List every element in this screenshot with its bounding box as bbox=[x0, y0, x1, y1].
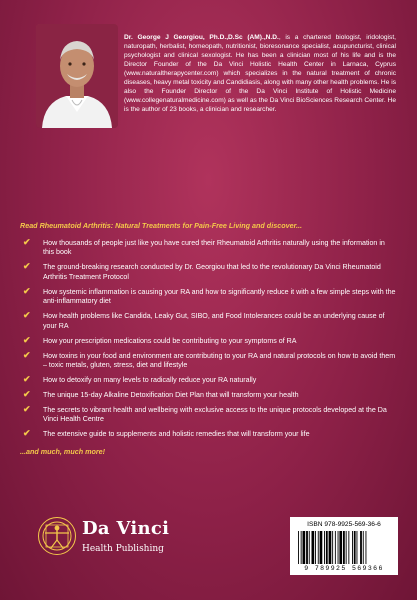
benefits-intro: Read Rheumatoid Arthritis: Natural Treatments for Pain-Free Living and discover... bbox=[20, 221, 302, 230]
publisher-name: Da Vinci bbox=[82, 518, 170, 539]
list-item: ✔ How to detoxify on many levels to radically reduce your RA naturally bbox=[23, 374, 257, 385]
list-item: ✔ The secrets to vibrant health and wellbeing with exclusive access to the unique protocols developed at the Da Vinci Health Centre bbox=[23, 404, 387, 424]
checkmark-icon: ✔ bbox=[23, 349, 31, 360]
isbn-label: ISBN 978-9925-569-36-6 bbox=[307, 521, 381, 528]
list-item: ✔ How thousands of people just like you have cured their Rheumatoid Arthritis naturally using the information in this book bbox=[23, 237, 385, 257]
list-item: ✔ How your prescription medications could be contributing to your symptoms of RA bbox=[23, 334, 297, 345]
vitruvian-man-icon bbox=[38, 517, 76, 555]
author-name: Dr. George J Georgiou, Ph.D.,D.Sc (AM).,N.D. bbox=[124, 33, 279, 41]
benefits-list bbox=[20, 239, 396, 440]
barcode-digits: 9 789925 569366 bbox=[304, 565, 384, 572]
publisher-logo bbox=[38, 517, 218, 577]
barcode bbox=[290, 517, 398, 575]
checkmark-icon: ✔ bbox=[23, 285, 31, 296]
list-item: ✔ The extensive guide to supplements and holistic remedies that will transform your life bbox=[23, 428, 310, 439]
list-item: ✔ How systemic inflammation is causing your RA and how to significantly reduce it with a few simple steps with the anti-inflammatory diet bbox=[23, 285, 396, 306]
author-bio-text bbox=[14, 33, 396, 153]
checkmark-icon: ✔ bbox=[23, 404, 31, 415]
checkmark-icon: ✔ bbox=[23, 374, 31, 385]
checkmark-icon: ✔ bbox=[23, 389, 31, 400]
checkmark-icon: ✔ bbox=[23, 310, 31, 321]
list-item: ✔ The unique 15-day Alkaline Detoxification Diet Plan that will transform your health bbox=[23, 389, 299, 400]
list-item: ✔ The ground-breaking research conducted by Dr. Georgiou that led to the revolutionary Da Vinci Rheumatoid Arthritis Treatment Protocol bbox=[23, 261, 381, 281]
barcode-bars bbox=[296, 531, 392, 564]
checkmark-icon: ✔ bbox=[23, 261, 31, 272]
benefits-outro: ...and much, much more! bbox=[20, 446, 106, 456]
list-item: ✔ How health problems like Candida, Leaky Gut, SIBO, and Food Intolerances could be an underlying cause of your RA bbox=[23, 310, 385, 330]
checkmark-icon: ✔ bbox=[23, 428, 31, 439]
list-item: ✔ How toxins in your food and environment are contributing to your RA and natural protocols on how to avoid them – toxic metals, gluten, stress, diet and lifestyle bbox=[23, 349, 396, 370]
author-bio-body: , is a chartered biologist, iridologist, naturopath, herbalist, homeopath, nutritionist, bioresonance specialist, acupuncturist, clinical psychologist and clinical sexologist. He has been a clinician most of his life and is the Director Founder of the Da Vinci Holistic Health Center in Larnaca, Cyprus (www.naturaltherapycenter.com) which specializes in the natural treatment of chronic diseases, heavy metal toxicity and Candidiasis, along with many other health problems. He is also the Founder Director of the Da Vinci Institute of Holistic Medicine (www.collegenaturalmedicine.com) as well as the Da Vinci BioSciences Research Center. He is the author of 23 books, a clinician and researcher. bbox=[124, 33, 396, 114]
checkmark-icon: ✔ bbox=[23, 334, 31, 345]
publisher-subtitle: Health Publishing bbox=[82, 544, 164, 554]
checkmark-icon: ✔ bbox=[23, 237, 31, 247]
book-benefits-section bbox=[20, 221, 396, 463]
